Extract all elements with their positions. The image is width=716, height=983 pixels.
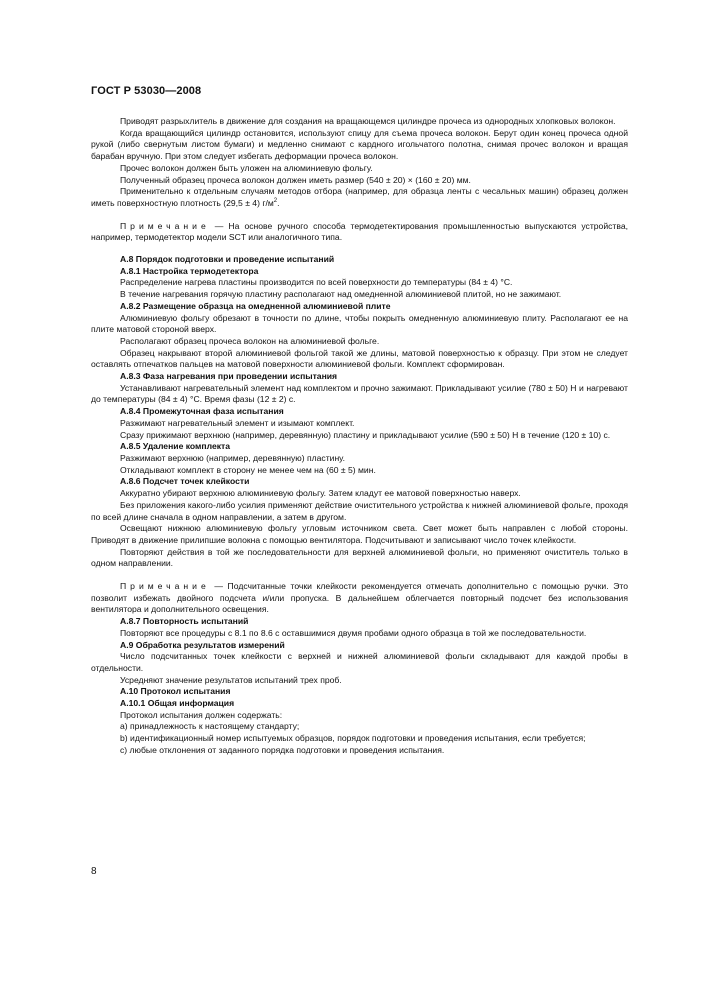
paragraph: Полученный образец прочеса волокон должен иметь размер (540 ± 20) × (160 ± 20) мм. — [120, 174, 471, 185]
paragraph: Аккуратно убирают верхнюю алюминиевую фольгу. Затем кладут ее матовой поверхностью наверх. — [120, 488, 521, 499]
standard-header: ГОСТ Р 53030—2008 — [91, 85, 202, 97]
list-item: а) принадлежность к настоящему стандарту; — [120, 721, 300, 732]
paragraph-end: . — [277, 197, 280, 208]
paragraph: Разжимают нагревательный элемент и изымают комплект. — [120, 417, 355, 428]
subsection-heading: А.8.5 Удаление комплекта — [120, 441, 231, 452]
paragraph: Сразу прижимают верхнюю (например, деревянную) пластину и прикладывают усилие (590 ± 50) Н в течение (120 ± 10) с. — [120, 429, 611, 440]
paragraph: Прочес волокон должен быть уложен на алюминиевую фольгу. — [120, 162, 373, 173]
note-label: Примечание — [120, 220, 210, 231]
note-text: — На основе ручного способа термодетектирования промышленностью выпускаются устройства, например, термодетектор модели SCT или аналогичного типа. — [91, 220, 628, 243]
subsection-heading: А.8.7 Повторность испытаний — [120, 616, 249, 627]
subsection-heading: А.10.1 Общая информация — [120, 698, 235, 709]
paragraph: Повторяют все процедуры с 8.1 по 8.6 с оставшимися двумя пробами одного образца в той же последовательности. — [120, 627, 587, 638]
paragraph: Протокол испытания должен содержать: — [120, 709, 283, 720]
paragraph: Повторяют действия в той же последовательности для верхней алюминиевой фольги, но применяют очиститель только в одном направлении. — [91, 546, 628, 569]
paragraph-text: Применительно к отдельным случаям методов отбора (например, для образца ленты с чесальных машин) образец должен иметь поверхностную плотность (29,5 ± 4) г/м — [91, 186, 628, 208]
paragraph: Приводят разрыхлитель в движение для создания на вращающемся цилиндре прочеса из однородных хлопковых волокон. — [120, 116, 616, 126]
note-label: Примечание — [120, 581, 210, 592]
paragraph: Когда вращающийся цилиндр остановится, используют спицу для съема прочеса волокон. Берут один конец прочеса одной рукой (либо свернутым листом бумаги) и медленно снимают с кардного игольчатого полотна, снимая прочес волокон и вращая барабан вручную. При этом следует избегать деформации прочеса волокон. — [91, 127, 628, 162]
paragraph: Освещают нижнюю алюминиевую фольгу угловым источником света. Свет может быть направлен с любой стороны. Приводят в движение прилипшие волокна с помощью вентилятора. Подсчитывают и записывают число точек клейкости. — [91, 523, 628, 545]
paragraph: Разжимают верхнюю (например, деревянную) пластину. — [120, 452, 346, 463]
subsection-heading: А.8.1 Настройка термодетектора — [120, 265, 259, 276]
paragraph: Располагают образец прочеса волокон на алюминиевой фольге. — [120, 335, 380, 346]
superscript: 2 — [273, 198, 278, 205]
paragraph: В течение нагревания горячую пластину располагают над омедненной алюминиевой плитой, но не зажимают. — [120, 289, 562, 300]
page-number: 8 — [91, 866, 97, 877]
paragraph: Алюминиевую фольгу обрезают в точности по длине, чтобы покрыть омедненную алюминиевую плиту. Располагают ее на плите матовой стороной вверх. — [91, 312, 628, 335]
paragraph: Без приложения какого-либо усилия применяют действие очистительного устройства к нижней алюминиевой фольге, проходя по всей длине сначала в одном направлении, а затем в другом. — [91, 499, 628, 522]
subsection-heading: А.8.4 Промежуточная фаза испытания — [120, 406, 284, 417]
paragraph: Откладывают комплект в сторону не менее чем на (60 ± 5) мин. — [120, 464, 376, 475]
paragraph: Образец накрывают второй алюминиевой фольгой такой же длины, матовой поверхностью к образцу. При этом не следует оставлять отпечатков пальцев на матовой поверхности алюминиевой фольги. Комплект сформирован. — [91, 347, 628, 370]
list-item: b) идентификационный номер испытуемых образцов, порядок подготовки и проведения испытания, если требуется; — [120, 733, 586, 744]
subsection-heading: А.8.3 Фаза нагревания при проведении испытания — [120, 371, 338, 382]
paragraph — [91, 186, 628, 209]
page-body — [91, 116, 628, 757]
paragraph: Усредняют значение результатов испытаний трех проб. — [120, 674, 342, 685]
paragraph: Устанавливают нагревательный элемент над комплектом и прочно зажимают. Прикладывают усилие (780 ± 50) Н и нагревают до температуры (84 ± 4) °С. Время фазы (12 ± 2) с. — [91, 382, 628, 405]
list-item: с) любые отклонения от заданного порядка подготовки и проведения испытания. — [120, 744, 445, 755]
note — [91, 221, 628, 244]
section-heading: А.10 Протокол испытания — [120, 686, 231, 697]
subsection-heading: А.8.6 Подсчет точек клейкости — [120, 476, 250, 487]
note-text: — Подсчитанные точки клейкости рекомендуется отмечать дополнительно с помощью ручки. Это позволит избежать двойного подсчета и/или пропуска. В дальнейшем облегчается повторный подсчет без использования вентилятора и дополнительного освещения. — [91, 581, 628, 615]
section-heading: А.8 Порядок подготовки и проведение испытаний — [120, 254, 335, 265]
section-heading: А.9 Обработка результатов измерений — [120, 639, 285, 650]
subsection-heading: А.8.2 Размещение образца на омедненной алюминиевой плите — [120, 300, 391, 311]
paragraph: Распределение нагрева пластины производится по всей поверхности до температуры (84 ± 4) °С. — [120, 277, 513, 288]
paragraph: Число подсчитанных точек клейкости с верхней и нижней алюминиевой фольги складывают для каждой пробы в отдельности. — [91, 651, 628, 673]
note — [91, 581, 628, 616]
